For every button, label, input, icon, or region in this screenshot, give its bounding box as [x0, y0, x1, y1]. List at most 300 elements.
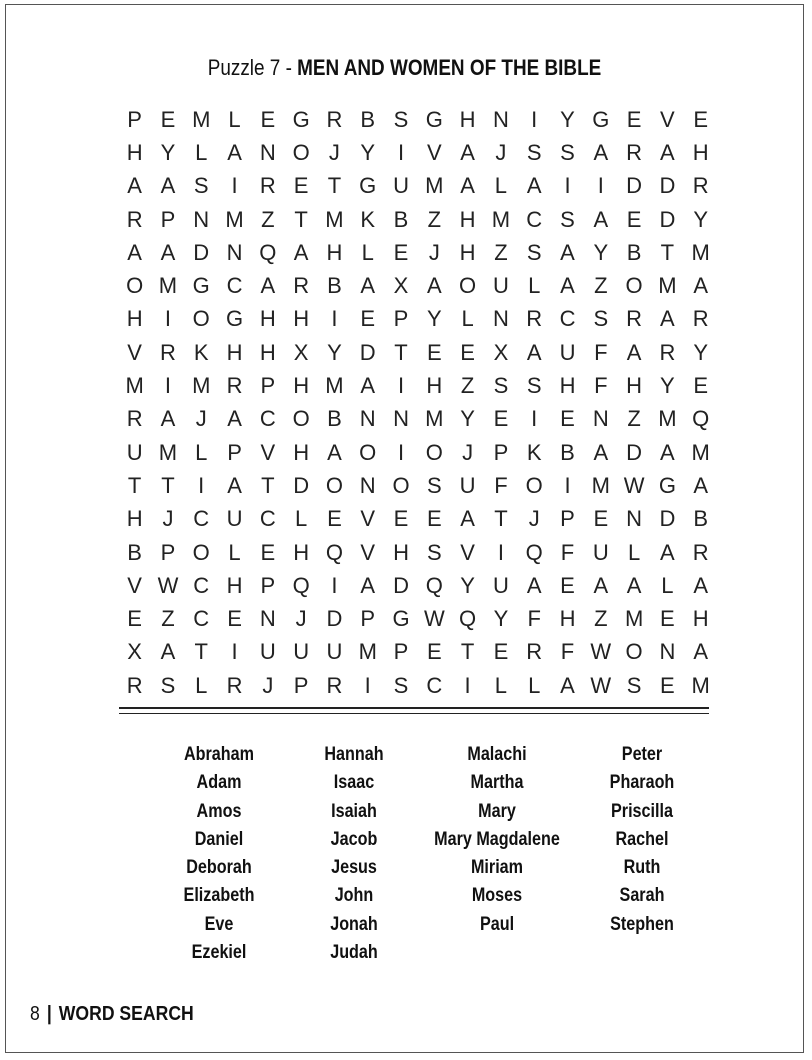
grid-row: [118, 336, 718, 369]
grid-letter: R: [659, 339, 676, 365]
grid-letter: G: [392, 606, 410, 632]
grid-letter: C: [259, 406, 276, 432]
word-list-item: Isaiah: [331, 800, 377, 822]
grid-letter: S: [526, 239, 542, 265]
grid-letter: A: [360, 273, 376, 299]
grid-letter: E: [493, 639, 509, 665]
grid-letter: R: [626, 139, 643, 165]
grid-letter: A: [560, 239, 575, 265]
grid-letter: B: [327, 273, 342, 299]
divider-rule: [119, 707, 709, 709]
grid-letter: P: [227, 439, 242, 465]
grid-letter: V: [127, 339, 142, 365]
grid-letter: Q: [325, 539, 343, 565]
grid-letter: A: [227, 139, 242, 165]
grid-letter: V: [260, 439, 276, 465]
grid-letter: D: [659, 506, 676, 532]
grid-letter: P: [360, 606, 376, 632]
grid-letter: S: [160, 672, 176, 698]
grid-letter: U: [459, 472, 476, 498]
grid-letter: P: [293, 672, 309, 698]
grid-letter: L: [528, 273, 541, 299]
grid-letter: P: [160, 539, 176, 565]
grid-letter: B: [693, 506, 709, 532]
grid-letter: M: [691, 439, 710, 465]
grid-letter: N: [193, 206, 210, 232]
grid-letter: U: [393, 173, 409, 199]
grid-letter: P: [393, 306, 409, 332]
word-list-item: Rachel: [615, 828, 669, 850]
grid-letter: H: [692, 139, 709, 165]
grid-letter: T: [261, 472, 275, 498]
grid-letter: K: [360, 206, 376, 232]
grid-letter: N: [659, 639, 676, 665]
grid-letter: O: [192, 306, 210, 332]
grid-letter: Z: [494, 239, 508, 265]
grid-letter: J: [328, 139, 340, 165]
grid-row: [118, 303, 718, 336]
grid-row: [118, 636, 718, 669]
grid-letter: I: [397, 373, 405, 399]
grid-letter: M: [158, 273, 178, 299]
grid-letter: Y: [693, 339, 709, 365]
word-list-item: Mary: [478, 800, 516, 822]
grid-letter: T: [194, 639, 208, 665]
grid-letter: H: [293, 539, 310, 565]
word-list-item: Hannah: [324, 744, 384, 765]
grid-letter: E: [660, 672, 675, 698]
grid-letter: I: [397, 439, 405, 465]
grid-row: [118, 203, 718, 236]
page-number: 8: [30, 1003, 40, 1025]
grid-letter: F: [527, 606, 541, 632]
grid-letter: M: [225, 206, 244, 232]
page-footer: [30, 1003, 194, 1026]
grid-letter: A: [693, 472, 709, 498]
grid-letter: Q: [292, 572, 310, 598]
grid-letter: A: [593, 139, 609, 165]
word-list-item: Isaac: [333, 772, 375, 794]
grid-letter: H: [393, 539, 409, 565]
grid-letter: Y: [593, 239, 609, 265]
grid-letter: E: [327, 506, 342, 532]
grid-row: [118, 403, 718, 436]
grid-letter: X: [393, 273, 409, 299]
grid-letter: V: [460, 539, 475, 565]
grid-letter: J: [462, 439, 474, 465]
word-list-item: Paul: [479, 913, 515, 935]
grid-letter: I: [564, 173, 571, 199]
grid-letter: W: [590, 639, 612, 665]
grid-letter: J: [495, 139, 507, 165]
grid-letter: B: [393, 206, 409, 232]
grid-letter: E: [693, 373, 709, 399]
word-list-item: Deborah: [186, 857, 252, 879]
grid-letter: A: [560, 672, 575, 698]
grid-letter: T: [460, 639, 475, 665]
grid-letter: H: [226, 572, 243, 598]
grid-letter: D: [626, 439, 643, 465]
grid-letter: A: [293, 239, 309, 265]
grid-letter: F: [560, 639, 575, 665]
grid-letter: Y: [493, 606, 509, 632]
grid-row: [118, 103, 718, 136]
word-list-item: Judah: [330, 942, 378, 964]
word-list-item: Mary Magdalene: [434, 828, 560, 850]
word-list-item: Stephen: [610, 913, 674, 935]
grid-letter: R: [526, 306, 543, 332]
grid-letter: G: [225, 306, 244, 332]
grid-letter: I: [231, 639, 238, 665]
grid-letter: H: [293, 439, 310, 465]
grid-letter: A: [660, 306, 675, 332]
word-list-column-4: [562, 741, 722, 939]
grid-letter: I: [331, 306, 338, 332]
grid-letter: Y: [327, 339, 342, 365]
grid-letter: J: [162, 506, 174, 532]
grid-letter: M: [591, 472, 610, 498]
grid-letter: V: [426, 139, 442, 165]
grid-letter: N: [626, 506, 643, 532]
grid-letter: D: [659, 206, 676, 232]
word-list-item: Jesus: [331, 857, 377, 879]
grid-letter: I: [231, 173, 238, 199]
word-list-item: Elizabeth: [183, 885, 255, 907]
grid-letter: A: [127, 239, 142, 265]
grid-letter: A: [127, 173, 142, 199]
grid-letter: X: [127, 639, 142, 665]
grid-letter: N: [259, 606, 276, 632]
grid-letter: O: [525, 472, 543, 498]
grid-letter: L: [295, 506, 308, 532]
grid-letter: R: [226, 373, 243, 399]
grid-letter: G: [425, 106, 443, 132]
word-list-item: Jonah: [330, 913, 378, 935]
grid-letter: A: [227, 472, 242, 498]
grid-letter: M: [624, 606, 644, 632]
grid-letter: A: [360, 572, 376, 598]
word-list-item: Peter: [621, 744, 663, 765]
grid-letter: W: [623, 472, 645, 498]
grid-letter: H: [559, 606, 576, 632]
grid-letter: L: [195, 139, 208, 165]
grid-letter: S: [426, 472, 442, 498]
grid-letter: B: [327, 406, 342, 432]
grid-letter: U: [293, 639, 310, 665]
grid-letter: L: [627, 539, 641, 565]
grid-row: [118, 669, 718, 702]
grid-letter: M: [325, 373, 344, 399]
grid-letter: Q: [525, 539, 543, 565]
grid-letter: O: [425, 439, 443, 465]
grid-letter: K: [193, 339, 209, 365]
puzzle-theme: MEN AND WOMEN OF THE BIBLE: [297, 55, 602, 80]
grid-letter: W: [157, 572, 179, 598]
grid-letter: R: [226, 672, 243, 698]
grid-letter: I: [364, 672, 371, 698]
grid-letter: S: [193, 173, 209, 199]
grid-letter: O: [192, 539, 210, 565]
grid-letter: E: [393, 506, 409, 532]
grid-letter: A: [593, 439, 609, 465]
word-list-item: Pharaoh: [609, 772, 675, 794]
grid-letter: L: [461, 306, 474, 332]
grid-letter: D: [326, 606, 343, 632]
grid-letter: Y: [693, 206, 709, 232]
puzzle-number: Puzzle 7 -: [207, 55, 298, 80]
grid-letter: Y: [426, 306, 442, 332]
grid-letter: S: [393, 672, 409, 698]
grid-letter: U: [326, 639, 343, 665]
grid-letter: C: [426, 672, 443, 698]
grid-letter: C: [193, 506, 210, 532]
grid-row: [118, 602, 718, 635]
grid-letter: O: [459, 273, 477, 299]
grid-letter: S: [526, 139, 542, 165]
grid-letter: Y: [360, 139, 376, 165]
grid-letter: H: [459, 206, 476, 232]
grid-letter: V: [127, 572, 142, 598]
grid-letter: H: [293, 306, 310, 332]
grid-letter: A: [526, 173, 542, 199]
grid-letter: S: [560, 139, 575, 165]
grid-row: [118, 369, 718, 402]
grid-letter: E: [160, 106, 176, 132]
grid-letter: R: [126, 406, 143, 432]
grid-letter: P: [127, 106, 142, 132]
grid-letter: J: [528, 506, 540, 532]
grid-letter: R: [626, 306, 643, 332]
grid-letter: E: [127, 606, 142, 632]
grid-letter: R: [259, 173, 276, 199]
grid-letter: N: [393, 406, 409, 432]
grid-letter: X: [293, 339, 309, 365]
word-list-column-3: [417, 741, 577, 939]
grid-letter: A: [693, 572, 709, 598]
grid-letter: B: [360, 106, 376, 132]
grid-letter: A: [327, 439, 342, 465]
grid-letter: B: [626, 239, 642, 265]
grid-letter: U: [492, 572, 509, 598]
grid-letter: A: [160, 173, 176, 199]
word-list-item: Abraham: [183, 744, 254, 765]
grid-letter: H: [692, 606, 709, 632]
grid-letter: L: [195, 439, 208, 465]
grid-letter: P: [260, 572, 276, 598]
word-list-item: Ezekiel: [191, 942, 247, 964]
grid-letter: Q: [259, 239, 277, 265]
grid-letter: A: [460, 139, 475, 165]
grid-letter: A: [660, 539, 675, 565]
grid-letter: K: [526, 439, 542, 465]
grid-letter: C: [259, 506, 276, 532]
grid-letter: R: [326, 106, 343, 132]
grid-letter: O: [325, 472, 343, 498]
grid-letter: V: [660, 106, 675, 132]
grid-letter: E: [426, 339, 442, 365]
grid-letter: O: [625, 639, 643, 665]
puzzle-page: [5, 4, 804, 1053]
grid-letter: J: [195, 406, 207, 432]
grid-letter: Z: [627, 406, 641, 432]
grid-letter: V: [360, 539, 376, 565]
grid-letter: A: [460, 506, 475, 532]
grid-letter: N: [259, 139, 276, 165]
grid-letter: M: [158, 439, 178, 465]
grid-letter: S: [526, 373, 542, 399]
grid-letter: Y: [460, 406, 475, 432]
word-list-item: Eve: [204, 913, 234, 935]
word-list-item: Martha: [470, 772, 524, 794]
grid-letter: D: [193, 239, 210, 265]
grid-letter: Z: [594, 606, 608, 632]
grid-letter: E: [260, 539, 276, 565]
grid-letter: E: [293, 173, 309, 199]
grid-letter: H: [126, 139, 143, 165]
grid-letter: A: [260, 273, 276, 299]
grid-letter: E: [593, 506, 609, 532]
grid-letter: T: [494, 506, 508, 532]
grid-letter: H: [626, 373, 643, 399]
grid-letter: H: [459, 239, 476, 265]
grid-letter: M: [192, 373, 211, 399]
grid-letter: A: [660, 139, 675, 165]
grid-letter: U: [492, 273, 509, 299]
grid-letter: H: [326, 239, 343, 265]
grid-letter: M: [192, 106, 211, 132]
grid-letter: J: [262, 672, 274, 698]
grid-letter: Z: [261, 206, 275, 232]
grid-letter: R: [692, 539, 709, 565]
grid-letter: B: [127, 539, 142, 565]
grid-row: [118, 136, 718, 169]
grid-letter: N: [359, 406, 376, 432]
grid-letter: O: [126, 273, 144, 299]
grid-row: [118, 436, 718, 469]
grid-row: [118, 536, 718, 569]
grid-letter: S: [426, 539, 442, 565]
grid-letter: M: [658, 273, 677, 299]
word-list-item: Miriam: [470, 857, 524, 879]
grid-letter: U: [592, 539, 609, 565]
grid-letter: G: [592, 106, 610, 132]
word-list-item: Ruth: [623, 857, 661, 879]
grid-letter: U: [259, 639, 276, 665]
grid-letter: G: [192, 273, 210, 299]
grid-letter: P: [160, 206, 176, 232]
grid-letter: R: [526, 639, 543, 665]
grid-letter: O: [392, 472, 410, 498]
grid-letter: T: [660, 239, 675, 265]
grid-letter: N: [359, 472, 376, 498]
grid-letter: J: [295, 606, 307, 632]
grid-letter: L: [361, 239, 374, 265]
grid-letter: I: [564, 472, 571, 498]
grid-letter: A: [593, 206, 609, 232]
word-list-item: Sarah: [619, 885, 665, 907]
grid-letter: E: [260, 106, 276, 132]
grid-letter: E: [426, 506, 442, 532]
grid-letter: E: [693, 106, 709, 132]
grid-letter: R: [160, 339, 176, 365]
word-list-item: Moses: [471, 885, 523, 907]
grid-letter: I: [164, 306, 171, 332]
grid-letter: R: [326, 672, 343, 698]
grid-letter: E: [660, 606, 675, 632]
grid-letter: T: [294, 206, 308, 232]
grid-letter: R: [126, 206, 143, 232]
grid-letter: D: [626, 173, 643, 199]
grid-letter: S: [593, 306, 609, 332]
grid-letter: C: [193, 606, 210, 632]
grid-letter: P: [560, 506, 575, 532]
grid-letter: T: [127, 472, 142, 498]
grid-letter: H: [226, 339, 243, 365]
grid-letter: A: [560, 273, 575, 299]
grid-letter: A: [526, 572, 542, 598]
grid-letter: A: [160, 406, 176, 432]
grid-letter: Z: [161, 606, 175, 632]
grid-letter: G: [292, 106, 310, 132]
grid-letter: O: [292, 139, 310, 165]
grid-letter: M: [491, 206, 511, 232]
grid-letter: C: [226, 273, 243, 299]
grid-letter: D: [659, 173, 676, 199]
grid-letter: E: [626, 206, 642, 232]
grid-letter: H: [459, 106, 476, 132]
grid-letter: Q: [692, 406, 710, 432]
grid-letter: A: [693, 639, 709, 665]
grid-letter: A: [426, 273, 442, 299]
grid-letter: A: [460, 173, 475, 199]
grid-letter: Y: [460, 572, 475, 598]
grid-letter: N: [592, 406, 609, 432]
grid-letter: Y: [160, 139, 176, 165]
grid-letter: I: [464, 672, 471, 698]
grid-letter: W: [423, 606, 445, 632]
grid-letter: L: [228, 106, 241, 132]
grid-letter: E: [360, 306, 376, 332]
grid-letter: E: [560, 572, 575, 598]
grid-letter: M: [425, 173, 444, 199]
grid-letter: H: [559, 373, 576, 399]
grid-letter: Z: [594, 273, 608, 299]
word-list-item: Priscilla: [611, 800, 673, 822]
grid-letter: R: [692, 306, 709, 332]
grid-letter: H: [126, 306, 143, 332]
grid-letter: E: [227, 606, 242, 632]
grid-letter: P: [260, 373, 276, 399]
grid-letter: Z: [460, 373, 475, 399]
grid-letter: O: [292, 406, 310, 432]
grid-letter: C: [193, 572, 210, 598]
grid-letter: A: [227, 406, 242, 432]
word-list-item: Malachi: [467, 744, 527, 765]
grid-letter: U: [226, 506, 243, 532]
grid-letter: R: [126, 672, 143, 698]
divider-rule-thin: [119, 713, 709, 714]
grid-letter: I: [164, 373, 171, 399]
grid-row: [118, 503, 718, 536]
grid-letter: U: [126, 439, 143, 465]
grid-letter: S: [493, 373, 509, 399]
grid-letter: M: [691, 672, 710, 698]
grid-letter: N: [226, 239, 243, 265]
grid-letter: F: [594, 373, 608, 399]
grid-letter: N: [492, 106, 509, 132]
grid-letter: C: [526, 206, 543, 232]
grid-letter: A: [626, 572, 642, 598]
